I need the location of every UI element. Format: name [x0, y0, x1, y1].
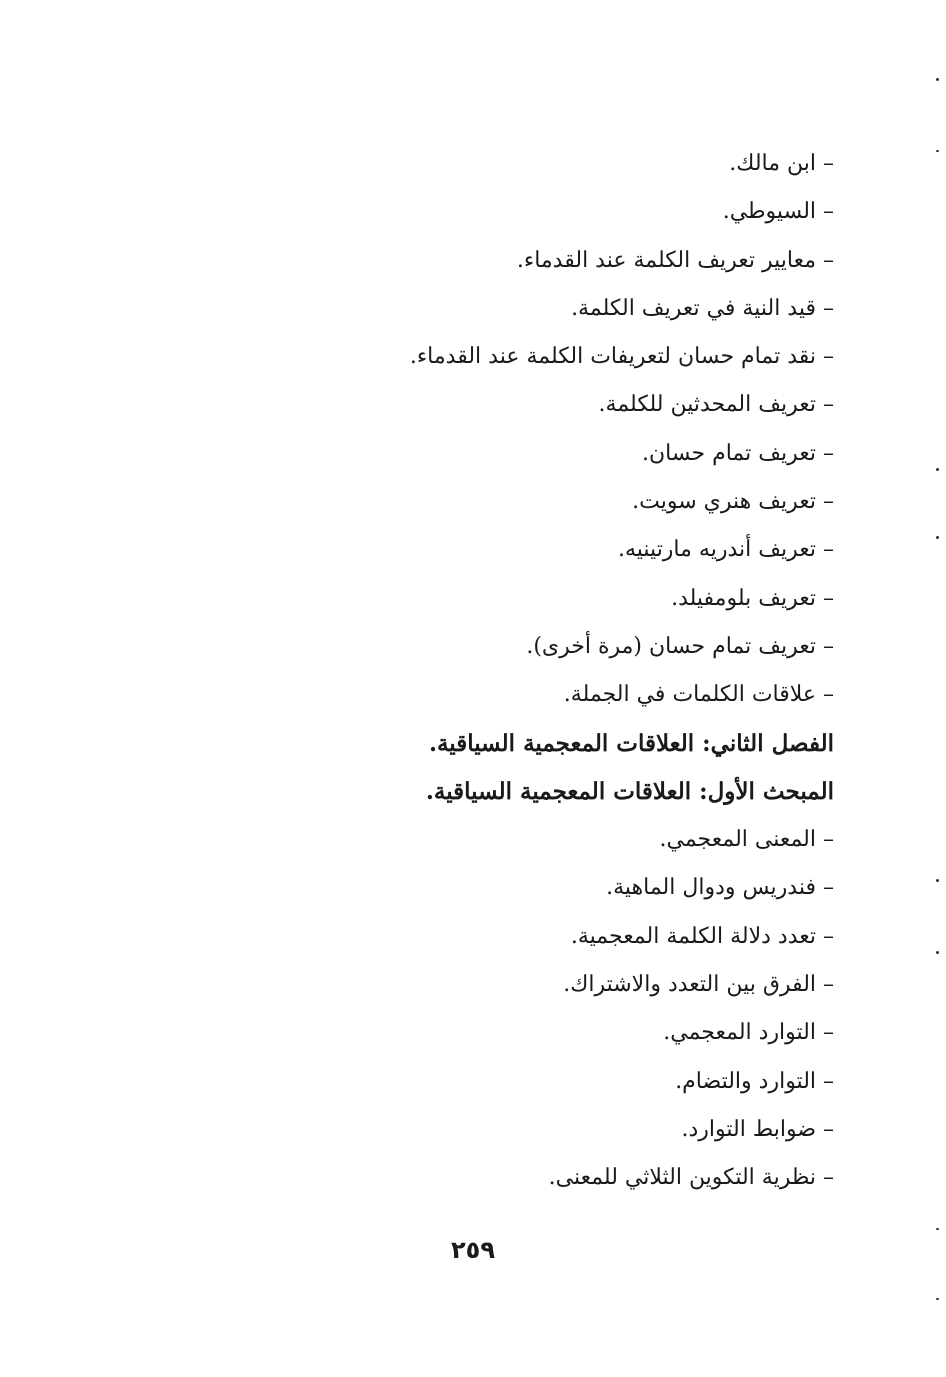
scan-speck: [936, 150, 939, 152]
scan-speck: [936, 1228, 939, 1230]
toc-line: – تعدد دلالة الكلمة المعجمية.: [570, 923, 834, 949]
toc-line: – فندريس ودوال الماهية.: [606, 875, 834, 901]
toc-line: – تعريف هنري سويت.: [632, 489, 834, 515]
toc-line: – ضوابط التوارد.: [681, 1116, 834, 1142]
toc-line: – نقد تمام حسان لتعريفات الكلمة عند القدماء.: [409, 344, 834, 370]
scan-speck: [936, 951, 939, 954]
table-of-contents: [234, 140, 834, 1203]
page-number: ٢٥٩: [451, 1236, 495, 1264]
toc-line: – قيد النية في تعريف الكلمة.: [571, 295, 834, 321]
toc-line: – تعريف تمام حسان.: [642, 440, 834, 466]
scan-speck: [936, 879, 939, 882]
chapter-heading: الفصل الثاني: العلاقات المعجمية السياقية.: [428, 729, 834, 757]
toc-line: – تعريف أندريه مارتينيه.: [617, 537, 834, 563]
toc-line: – ابن مالك.: [729, 151, 834, 176]
toc-line: – تعريف المحدثين للكلمة.: [598, 392, 834, 418]
toc-line: – التوارد المعجمي.: [663, 1020, 834, 1046]
toc-line: – السيوطي.: [722, 199, 834, 225]
scan-speck: [936, 536, 939, 539]
scan-speck: [936, 78, 939, 81]
toc-line: – معايير تعريف الكلمة عند القدماء.: [516, 247, 834, 273]
toc-line: – التوارد والتضام.: [675, 1068, 834, 1094]
toc-line: – تعريف تمام حسان (مرة أخرى).: [526, 633, 834, 659]
scan-speck: [936, 1298, 939, 1300]
toc-line: – نظرية التكوين الثلاثي للمعنى.: [548, 1165, 834, 1191]
toc-line: – علاقات الكلمات في الجملة.: [563, 682, 834, 708]
section-heading: المبحث الأول: العلاقات المعجمية السياقية.: [425, 777, 834, 805]
scan-speck: [936, 468, 939, 471]
toc-line: – الفرق بين التعدد والاشتراك.: [563, 972, 834, 998]
toc-line: – المعنى المعجمي.: [659, 827, 834, 853]
toc-line: – تعريف بلومفيلد.: [671, 585, 834, 611]
